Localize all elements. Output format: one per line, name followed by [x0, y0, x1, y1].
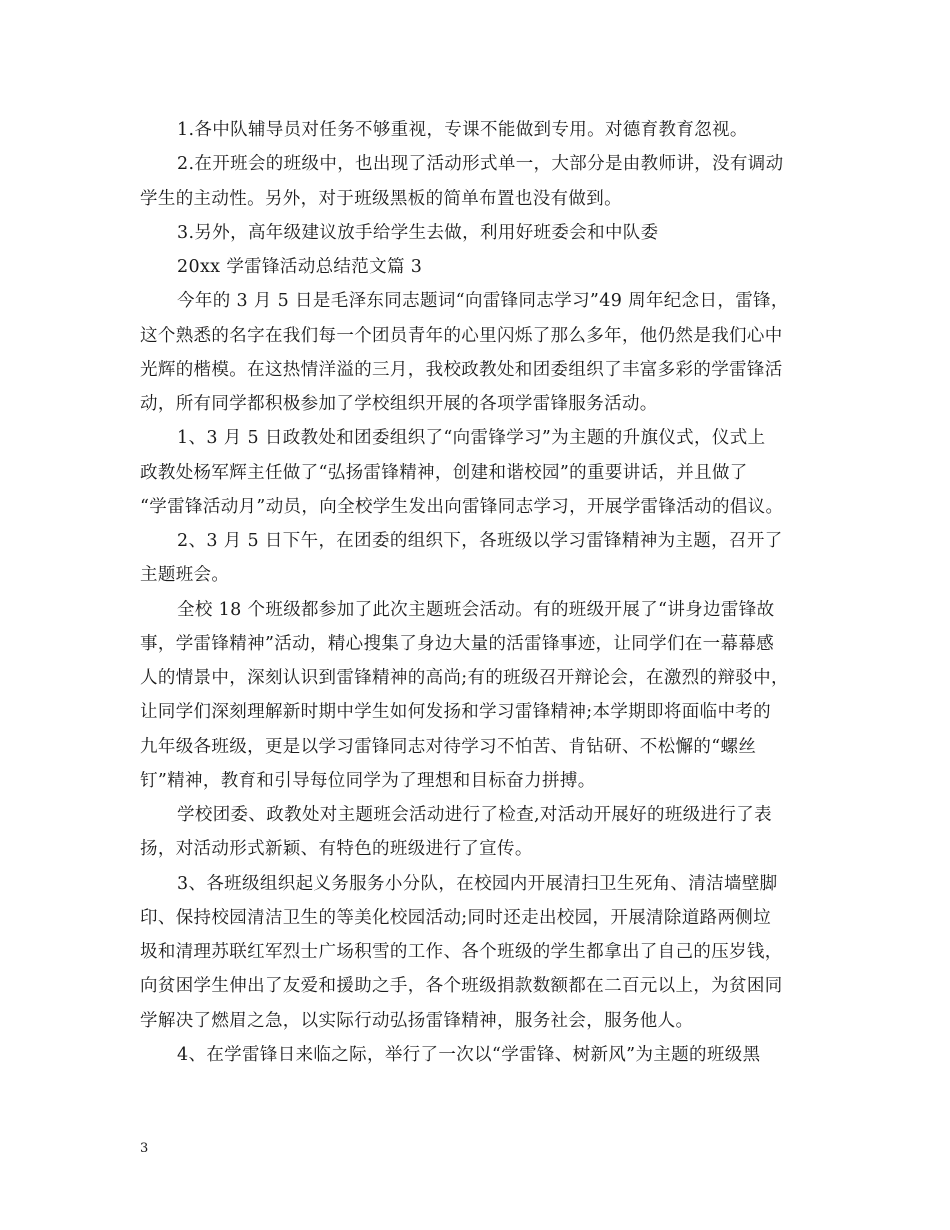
text-line: 动，所有同学都积极参加了学校组织开展的各项学雷锋服务活动。 [140, 394, 658, 414]
text-line: 圾和清理苏联红军烈士广场积雪的工作、各个班级的学生都拿出了自己的压岁钱， [140, 942, 783, 962]
page-number: 3 [140, 1141, 149, 1156]
section-heading: 20xx 学雷锋活动总结范文篇 3 [177, 257, 423, 277]
text-line: 1.各中队辅导员对任务不够重视，专课不能做到专用。对德育教育忽视。 [177, 120, 748, 140]
text-line: 3.另外，高年级建议放手给学生去做，利用好班委会和中队委 [177, 223, 659, 243]
text-line: 2、3 月 5 日下午，在团委的组织下，各班级以学习雷锋精神为主题，召开了 [177, 531, 783, 551]
text-line: 事，学雷锋精神”活动，精心搜集了身边大量的活雷锋事迹，让同学们在一幕幕感 [140, 634, 775, 654]
text-line: 这个熟悉的名字在我们每一个团员青年的心里闪烁了那么多年，他仍然是我们心中 [140, 326, 783, 346]
text-line: 政教处杨军辉主任做了“弘扬雷锋精神，创建和谐校园”的重要讲话，并且做了 [140, 463, 748, 483]
text-line: 全校 18 个班级都参加了此次主题班会活动。有的班级开展了“讲身边雷锋故 [177, 600, 775, 620]
text-line: 3、各班级组织起义务服务小分队，在校园内开展清扫卫生死角、清洁墙壁脚 [177, 874, 778, 894]
text-line: 1、3 月 5 日政教处和团委组织了“向雷锋学习”为主题的升旗仪式，仪式上 [177, 428, 766, 448]
text-line: 九年级各班级，更是以学习雷锋同志对待学习不怕苦、肯钻研、不松懈的“螺丝 [140, 737, 757, 757]
text-line: 扬，对活动形式新颖、有特色的班级进行了宣传。 [140, 839, 533, 859]
text-line: 光辉的楷模。在这热情洋溢的三月，我校政教处和团委组织了丰富多彩的学雷锋活 [140, 360, 783, 380]
text-line: 学校团委、政教处对主题班会活动进行了检查,对活动开展好的班级进行了表 [177, 805, 772, 825]
text-line: 向贫困学生伸出了友爱和援助之手，各个班级捐款数额都在二百元以上，为贫困同 [140, 976, 783, 996]
text-line: 人的情景中，深刻认识到雷锋精神的高尚;有的班级召开辩论会，在激烈的辩驳中， [140, 668, 789, 688]
text-line: 让同学们深刻理解新时期中学生如何发扬和学习雷锋精神;本学期即将面临中考的 [140, 702, 771, 722]
text-line: 今年的 3 月 5 日是毛泽东同志题词“向雷锋同志学习”49 周年纪念日，雷锋， [177, 291, 789, 311]
text-line: 钉”精神，教育和引导每位同学为了理想和目标奋力拼搏。 [140, 771, 596, 791]
text-line: 4、在学雷锋日来临之际，举行了一次以“学雷锋、树新风”为主题的班级黑 [177, 1045, 761, 1065]
text-line: 印、保持校园清洁卫生的等美化校园活动;同时还走出校园，开展清除道路两侧垃 [140, 908, 771, 928]
text-line: 主题班会。 [140, 565, 230, 585]
text-line: 学解决了燃眉之急，以实际行动弘扬雷锋精神，服务社会，服务他人。 [140, 1011, 694, 1031]
text-line: 学生的主动性。另外，对于班级黑板的简单布置也没有做到。 [140, 189, 622, 209]
text-line: “学雷锋活动月”动员，向全校学生发出向雷锋同志学习，开展学雷锋活动的倡议。 [140, 497, 784, 517]
text-line: 2.在开班会的班级中，也出现了活动形式单一，大部分是由教师讲，没有调动 [177, 154, 784, 174]
